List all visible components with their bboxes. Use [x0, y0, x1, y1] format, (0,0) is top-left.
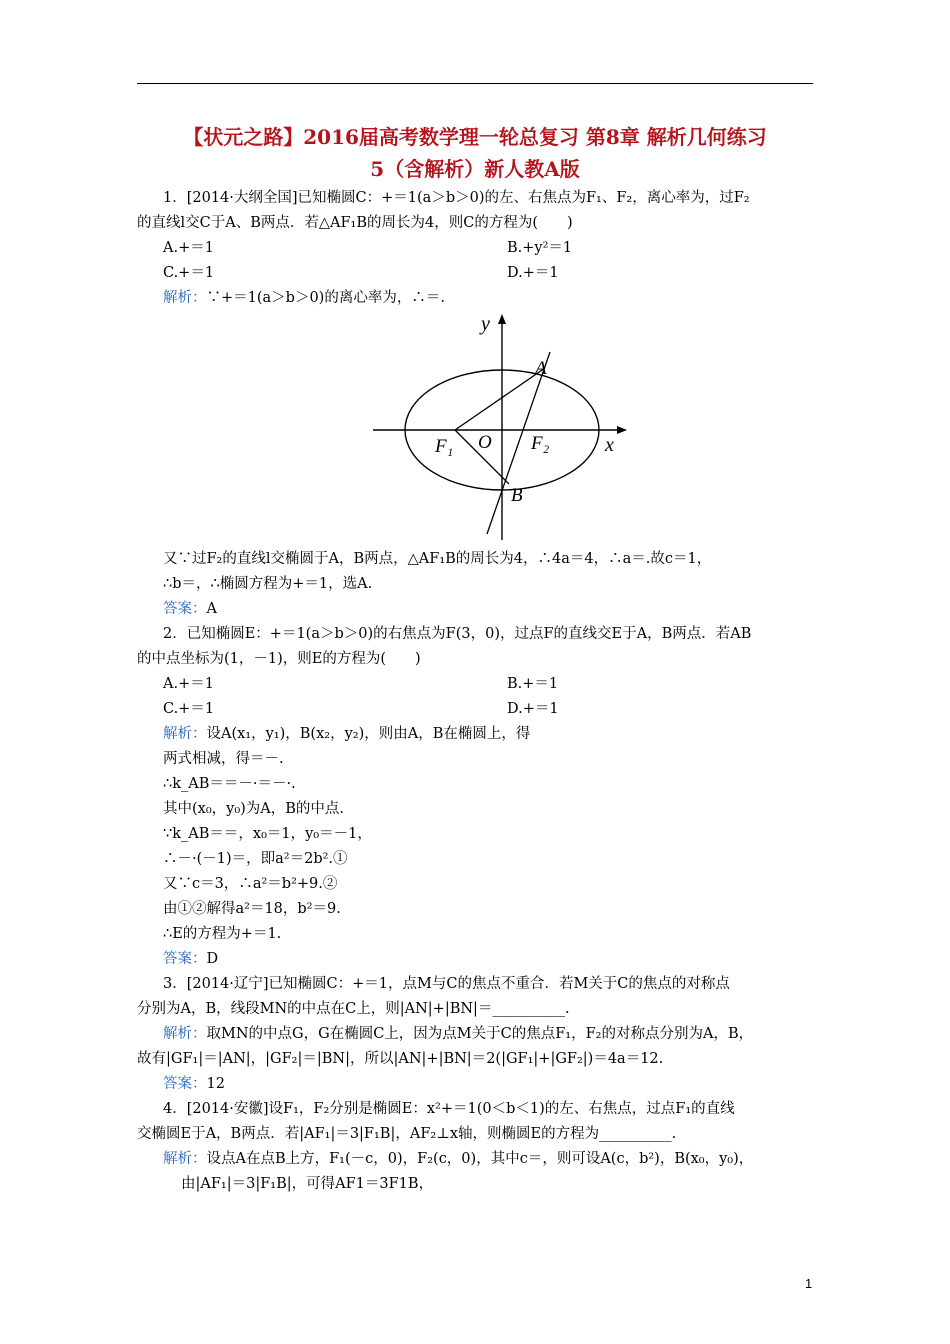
q3-answer: [163, 1074, 225, 1094]
q1-stem-line1: 1．[2014·大纲全国]已知椭圆C：+＝1(a＞b＞0)的左、右焦点为F₁、F₂，离心率为，过F₂: [163, 190, 750, 206]
q4-stem-line1: 4．[2014·安徽]设F₁，F₂分别是椭圆E：x²+＝1(0＜b＜1)的左、右焦点，过点F₁的直线: [163, 1101, 735, 1117]
q4-analysis-line2: 由|AF₁|＝3|F₁B|，可得AF1＝3F1B，: [181, 1176, 434, 1192]
page-number: 1: [805, 1276, 813, 1291]
q1-stem-line2: 的直线l交C于A、B两点．若△AF₁B的周长为4，则C的方程为( ): [137, 215, 573, 231]
q1-answer-value: A: [206, 601, 217, 617]
q3-answer-value: 12: [206, 1076, 225, 1092]
label-f2: F₂: [531, 433, 550, 454]
q2-analysis-line6: ∴－·(－1)＝，即a²＝2b².①: [163, 851, 348, 867]
analysis-label: 解析：: [163, 290, 207, 306]
label-b: B: [511, 485, 523, 506]
q1-analysis-line1: [163, 288, 445, 308]
q3-stem-line1: 3．[2014·辽宁]已知椭圆C：+＝1，点M与C的焦点不重合．若M关于C的焦点的对称点: [163, 976, 730, 992]
analysis-label: 解析：: [163, 1026, 207, 1042]
q2-analysis-line8: 由①②解得a²＝18，b²＝9.: [163, 901, 341, 917]
q1-option-c: C.+＝1: [163, 265, 215, 281]
q2-analysis-line7: 又∵c＝3，∴a²＝b²+9.②: [163, 876, 338, 892]
q2-answer-value: D: [206, 951, 219, 967]
q2-option-a: A.+＝1: [163, 676, 214, 692]
q3-analysis-line2: 故有|GF₁|＝|AN|，|GF₂|＝|BN|，所以|AN|+|BN|＝2(|GF₁|+|GF₂|)＝4a＝12.: [137, 1051, 664, 1067]
q1-analysis-line2: 又∵过F₂的直线l交椭圆于A，B两点，△AF₁B的周长为4，∴4a＝4，∴a＝.故c＝1，: [163, 551, 712, 567]
q1-option-d: D.+＝1: [507, 265, 559, 281]
q2-analysis-line5: ∵k_AB＝＝，x₀＝1，y₀＝－1，: [163, 826, 372, 842]
answer-label: 答案：: [163, 1076, 207, 1092]
y-axis-arrow: [498, 314, 506, 324]
q2-analysis-line3: ∴k_AB＝＝－·＝－·.: [163, 776, 296, 792]
q2-stem-line1: 2．已知椭圆E：+＝1(a＞b＞0)的右焦点为F(3，0)，过点F的直线交E于A，B两点．若AB: [163, 626, 752, 642]
q2-option-b: B.+＝1: [507, 676, 559, 692]
ellipse-figure: [365, 310, 635, 548]
q2-analysis-line1: [163, 724, 530, 744]
label-o: O: [478, 432, 492, 453]
doc-title-line1: 【状元之路】2016届高考数学理一轮总复习 第8章 解析几何练习: [183, 125, 767, 149]
label-f1: F₁: [435, 436, 454, 457]
q2-analysis-text: 设A(x₁，y₁)，B(x₂，y₂)，则由A，B在椭圆上，得: [206, 726, 531, 742]
q2-option-c: C.+＝1: [163, 701, 215, 717]
q1-analysis-text: ∵+＝1(a＞b＞0)的离心率为，∴＝.: [206, 290, 445, 306]
q1-option-b: B.+y²＝1: [507, 240, 573, 256]
doc-title-line2: 5（含解析）新人教A版: [370, 157, 580, 181]
label-y: y: [481, 313, 490, 335]
q3-stem-line2: 分别为A，B，线段MN的中点在C上，则|AN|+|BN|＝__________.: [137, 1001, 570, 1017]
q3-analysis-line1: [163, 1024, 753, 1044]
q4-analysis-line1: [163, 1149, 753, 1169]
q2-analysis-line9: ∴E的方程为+＝1.: [163, 926, 282, 942]
q2-analysis-line4: 其中(x₀，y₀)为A，B的中点.: [163, 801, 345, 817]
label-a: A: [535, 358, 547, 379]
q1-analysis-line3: ∴b＝，∴椭圆方程为+＝1，选A.: [163, 576, 373, 592]
analysis-label: 解析：: [163, 726, 207, 742]
label-x: x: [605, 434, 614, 456]
q2-option-d: D.+＝1: [507, 701, 559, 717]
q3-analysis-text: 取MN的中点G，G在椭圆C上，因为点M关于C的焦点F₁，F₂的对称点分别为A，B，: [206, 1026, 754, 1042]
answer-label: 答案：: [163, 601, 207, 617]
analysis-label: 解析：: [163, 1151, 207, 1167]
answer-label: 答案：: [163, 951, 207, 967]
q2-stem-line2: 的中点坐标为(1，－1)，则E的方程为( ): [137, 651, 421, 667]
x-axis-arrow: [617, 426, 627, 434]
q1-option-a: A.+＝1: [163, 240, 214, 256]
q2-answer: [163, 949, 218, 969]
q1-answer: [163, 599, 217, 619]
q2-analysis-line2: 两式相减，得＝－.: [163, 751, 284, 767]
header-rule: [137, 83, 813, 84]
q4-analysis-text: 设点A在点B上方，F₁(－c，0)，F₂(c，0)，其中c＝，则可设A(c，b²)，B(x₀，y₀)，: [206, 1151, 754, 1167]
q4-stem-line2: 交椭圆E于A，B两点．若|AF₁|＝3|F₁B|，AF₂⊥x轴，则椭圆E的方程为__________.: [137, 1126, 677, 1142]
segment-f1-a: [455, 368, 545, 430]
